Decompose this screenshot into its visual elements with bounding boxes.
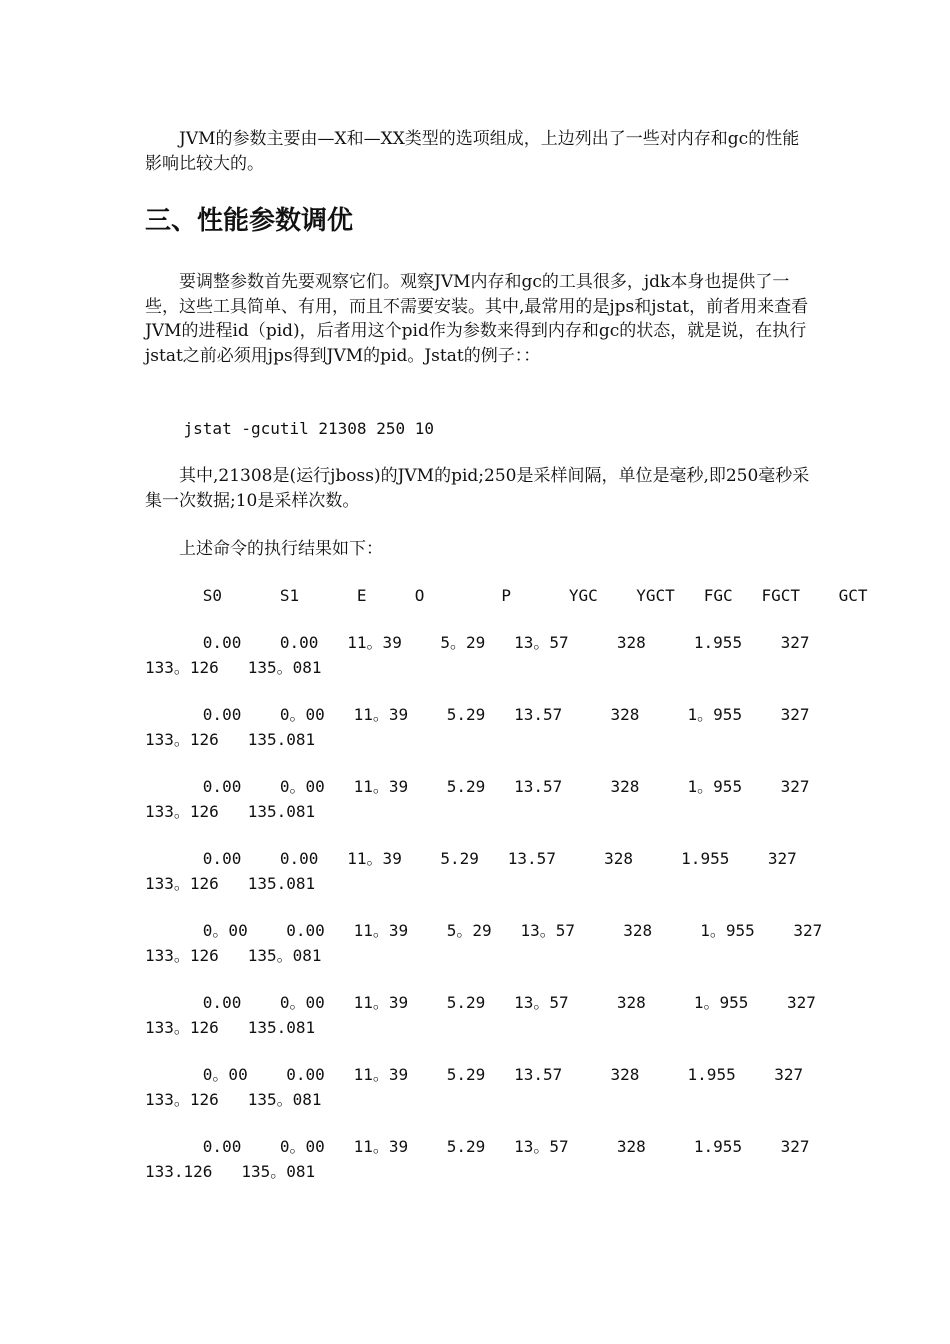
row-values: 0.00 0。00 11。39 5.29 13。57 328 1。955 327 (145, 993, 816, 1012)
row-wrap-values: 133。126 135。081 (145, 657, 322, 677)
table-row (145, 775, 810, 824)
table-row (145, 631, 810, 680)
row-wrap-values: 133。126 135。081 (145, 945, 322, 965)
table-row (145, 991, 816, 1040)
section-heading: 三、性能参数调优 (145, 206, 354, 236)
row-values: 0。00 0.00 11。39 5。29 13。57 328 1。955 327 (145, 921, 823, 940)
row-wrap-values: 133。126 135.081 (145, 873, 316, 893)
row-values: 0.00 0。00 11。39 5.29 13.57 328 1。955 327 (145, 777, 810, 796)
explain-paragraph: 其中,21308是(运行jboss)的JVM的pid;250是采样间隔，单位是毫秒,即250毫秒采集一次数据;10是采样次数。 (145, 466, 810, 511)
table-row (145, 703, 810, 752)
command-line: jstat -gcutil 21308 250 10 (145, 419, 434, 438)
row-values: 0。00 0.00 11。39 5.29 13.57 328 1.955 327 (145, 1065, 804, 1084)
row-wrap-values: 133。126 135.081 (145, 729, 316, 749)
result-intro: 上述命令的执行结果如下： (179, 539, 383, 559)
row-values: 0.00 0。00 11。39 5.29 13.57 328 1。955 327 (145, 705, 810, 724)
table-row (145, 847, 797, 896)
row-values: 0.00 0.00 11。39 5。29 13。57 328 1.955 327 (145, 633, 810, 652)
row-wrap-values: 133。126 135.081 (145, 801, 316, 821)
row-wrap-values: 133。126 135。081 (145, 1089, 322, 1109)
row-wrap-values: 133.126 135。081 (145, 1161, 316, 1181)
row-values: 0.00 0。00 11。39 5.29 13。57 328 1.955 327 (145, 1137, 810, 1156)
table-row (145, 919, 822, 968)
tuning-paragraph: 要调整参数首先要观察它们。观察JVM内存和gc的工具很多，jdk本身也提供了一些，这些工具简单、有用，而且不需要安装。其中,最常用的是jps和jstat，前者用来查看JVM的进程id（pid)，后者用这个pid作为参数来得到内存和gc的状态，就是说，在执行jstat之前必须用jps得到JVM的pid。Jstat的例子：： (145, 272, 809, 366)
row-wrap-values: 133。126 135.081 (145, 1017, 316, 1037)
table-header: S0 S1 E O P YGC YGCT FGC FGCT GCT (145, 586, 868, 605)
row-values: 0.00 0.00 11。39 5.29 13.57 328 1.955 327 (145, 849, 797, 868)
table-row (145, 1063, 803, 1112)
table-row (145, 1135, 810, 1184)
intro-paragraph: JVM的参数主要由—X和—XX类型的选项组成，上边列出了一些对内存和gc的性能影响比较大的。 (145, 129, 800, 174)
